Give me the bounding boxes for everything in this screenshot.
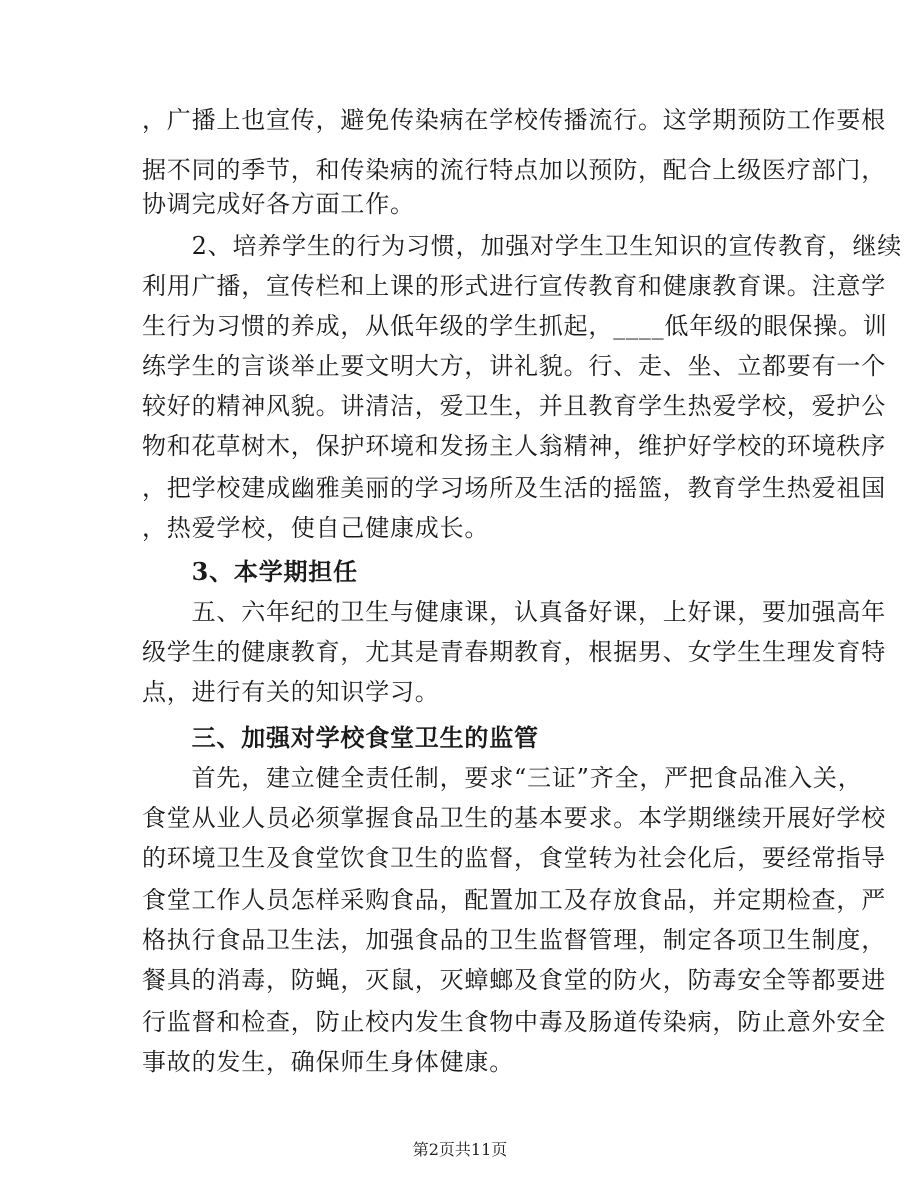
body-text-line: 的环境卫生及食堂饮食卫生的监督，食堂转为社会化后，要经常指导	[142, 844, 886, 872]
body-text-line: 练学生的言谈举止要文明大方，讲礼貌。行、走、坐、立都要有一个	[142, 352, 886, 380]
body-text-line: 首先，建立健全责任制，要求“三证”齐全，严把食品准入关，	[142, 764, 863, 792]
section-heading: 3、本学期担任	[142, 557, 358, 586]
section-heading: 三、加强对学校食堂卫生的监管	[142, 723, 539, 752]
body-text-line: 2、培养学生的行为习惯，加强对学生卫生知识的宣传教育，继续	[142, 232, 903, 260]
body-text-line: 格执行食品卫生法，加强食品的卫生监督管理，制定各项卫生制度，	[142, 926, 886, 954]
body-text-line: 事故的发生，确保师生身体健康。	[142, 1048, 514, 1076]
body-text-line: 利用广播，宣传栏和上课的形式进行宣传教育和健康教育课。注意学	[142, 272, 886, 300]
body-text-line: 较好的精神风貌。讲清洁，爱卫生，并且教育学生热爱学校，爱护公	[142, 392, 886, 420]
page-number-footer: 第2页共11页	[412, 1140, 508, 1159]
body-text-line: 级学生的健康教育，尤其是青春期教育，根据男、女学生生理发育特	[142, 638, 886, 666]
body-text-line: 行监督和检查，防止校内发生食物中毒及肠道传染病，防止意外安全	[142, 1008, 886, 1036]
body-text-line: 点，进行有关的知识学习。	[142, 678, 440, 706]
body-text-line: 五、六年纪的卫生与健康课，认真备好课，上好课，要加强高年	[142, 598, 886, 626]
body-text-line: ，热爱学校，使自己健康成长。	[142, 514, 490, 542]
body-text-line: 餐具的消毒，防蝇，灭鼠，灭蟑螂及食堂的防火，防毒安全等都要进	[142, 966, 886, 994]
body-text-line: 生行为习惯的养成，从低年级的学生抓起，____低年级的眼保操。训	[142, 312, 888, 340]
body-text-line: ，广播上也宣传，避免传染病在学校传播流行。这学期预防工作要根	[142, 106, 886, 134]
body-text-line: 食堂从业人员必须掌握食品卫生的基本要求。本学期继续开展好学校	[142, 804, 886, 832]
body-text-line: ，把学校建成幽雅美丽的学习场所及生活的摇篮，教育学生热爱祖国	[142, 474, 886, 502]
body-text-line: 协调完成好各方面工作。	[142, 190, 415, 218]
body-text-line: 据不同的季节，和传染病的流行特点加以预防，配合上级医疗部门，	[142, 156, 886, 184]
body-text-line: 食堂工作人员怎样采购食品，配置加工及存放食品，并定期检查，严	[142, 886, 886, 914]
body-text-line: 物和花草树木，保护环境和发扬主人翁精神，维护好学校的环境秩序	[142, 432, 886, 460]
